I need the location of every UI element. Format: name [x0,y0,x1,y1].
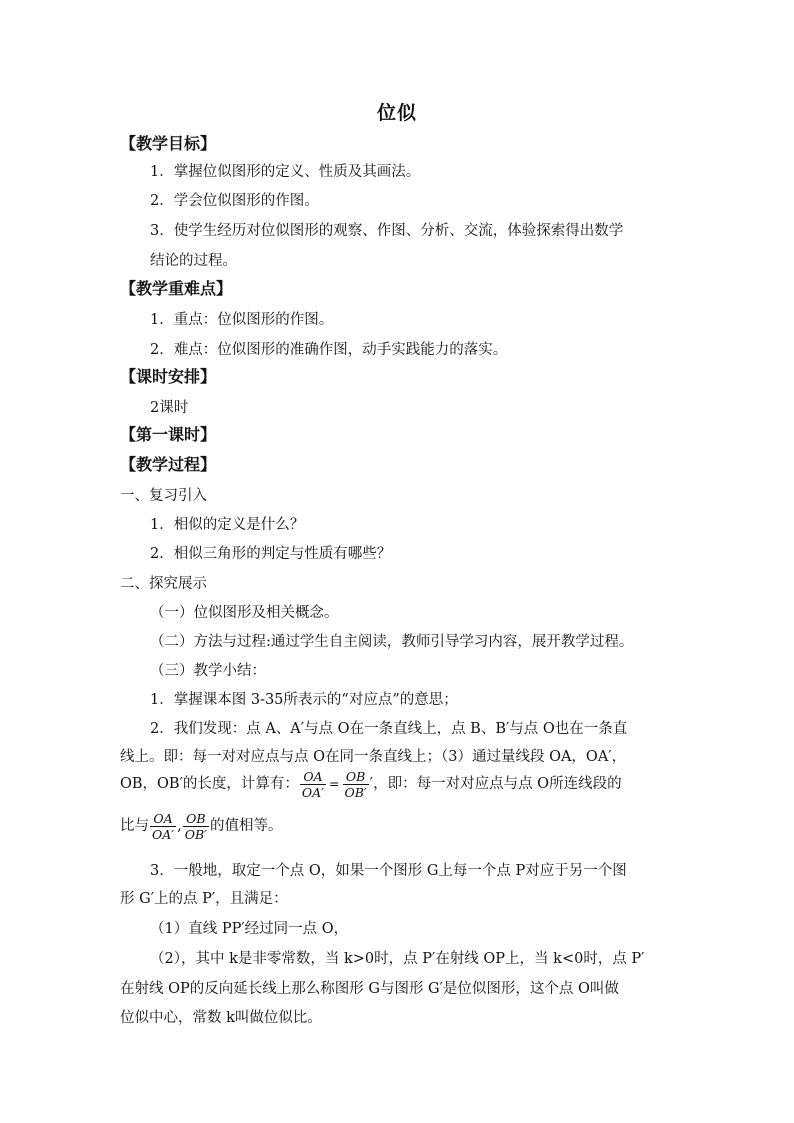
summary-item: 1．掌握课本图 3-35所表示的“对应点”的意思； [150,692,458,708]
fraction-ob-over-ob-prime [183,811,209,842]
summary-item: 2．我们发现：点 A、A′与点 O在一条直线上，点 B、B′与点 O也在一条直 [150,721,628,737]
explore-item: （三）教学小结： [150,663,266,679]
goal-item: 1．掌握位似图形的定义、性质及其画法。 [150,164,421,180]
goal-item: 3．使学生经历对位似图形的观察、作图、分析、交流，体验探索得出数学 [150,223,624,239]
key-point-item: 1．重点：位似图形的作图。 [150,312,334,328]
fraction-denominator: OA′ [152,826,175,842]
condition-item-continued: 位似中心，常数 k叫做位似比。 [120,1010,322,1026]
fraction-oa-over-oa-prime [300,769,326,800]
fraction-numerator: OA [153,810,173,826]
fraction-numerator: OB [186,810,206,826]
summary-item-continued: 线上。即：每一对对应点与点 O在同一条直线上；（3）通过量线段 OA，OA′， [120,749,627,765]
general-paragraph-line: 形 G′上的点 P′，且满足： [120,891,288,907]
goal-item-continued: 结论的过程。 [150,253,237,269]
explore-item: （二）方法与过程:通过学生自主阅读，教师引导学习内容，展开教学过程。 [150,634,634,650]
fraction-denominator: OB′ [344,784,367,800]
ratio-line [120,806,283,846]
measure-text-before: OB，OB′的长度，计算有： [120,776,299,792]
page-title: 位似 [376,102,417,124]
fraction-denominator: OA′ [301,784,325,800]
lesson1-heading: 【第一课时】 [120,425,217,444]
measure-line [120,764,622,804]
schedule-heading: 【课时安排】 [120,367,217,386]
condition-item: （2），其中 k是非零常数，当 k>0时，点 P′在射线 OP上，当 k<0时，点 P′ [150,951,645,967]
goals-heading: 【教学目标】 [120,134,217,153]
explore-item: （一）位似图形及相关概念。 [150,605,339,621]
process-heading: 【教学过程】 [120,455,217,474]
fraction-denominator: OB′ [184,826,208,842]
fraction-numerator: OA [303,768,323,784]
goal-item: 2．学会位似图形的作图。 [150,193,319,209]
equals-sign: = [329,776,340,791]
fraction-numerator: OB [345,768,366,784]
condition-item: （1）直线 PP′经过同一点 O， [150,921,349,937]
ratio-text-before: 比与 [120,818,149,834]
general-paragraph-line: 3．一般地，取定一个点 O，如果一个图形 G上每一个点 P对应于另一个图 [150,863,627,879]
fraction-oa-over-oa-prime [150,811,176,842]
key-points-heading: 【教学重难点】 [120,279,233,298]
explore-title: 二、探究展示 [120,576,207,592]
ratio-comma: , [177,818,182,834]
ratio-text-after: 的值相等。 [210,818,283,834]
review-title: 一、复习引入 [120,488,207,504]
review-item: 1．相似的定义是什么？ [150,517,305,533]
review-item: 2．相似三角形的判定与性质有哪些？ [150,546,392,562]
schedule-text: 2课时 [150,400,189,416]
key-point-item: 2．难点：位似图形的准确作图，动手实践能力的落实。 [150,342,508,358]
fraction-ob-over-ob-prime [343,769,369,800]
measure-text-after: ′，即：每一对对应点与点 O所连线段的 [369,776,622,792]
condition-item-continued: 在射线 OP的反向延长线上那么称图形 G与图形 G′是位似图形，这个点 O叫做 [120,981,619,997]
